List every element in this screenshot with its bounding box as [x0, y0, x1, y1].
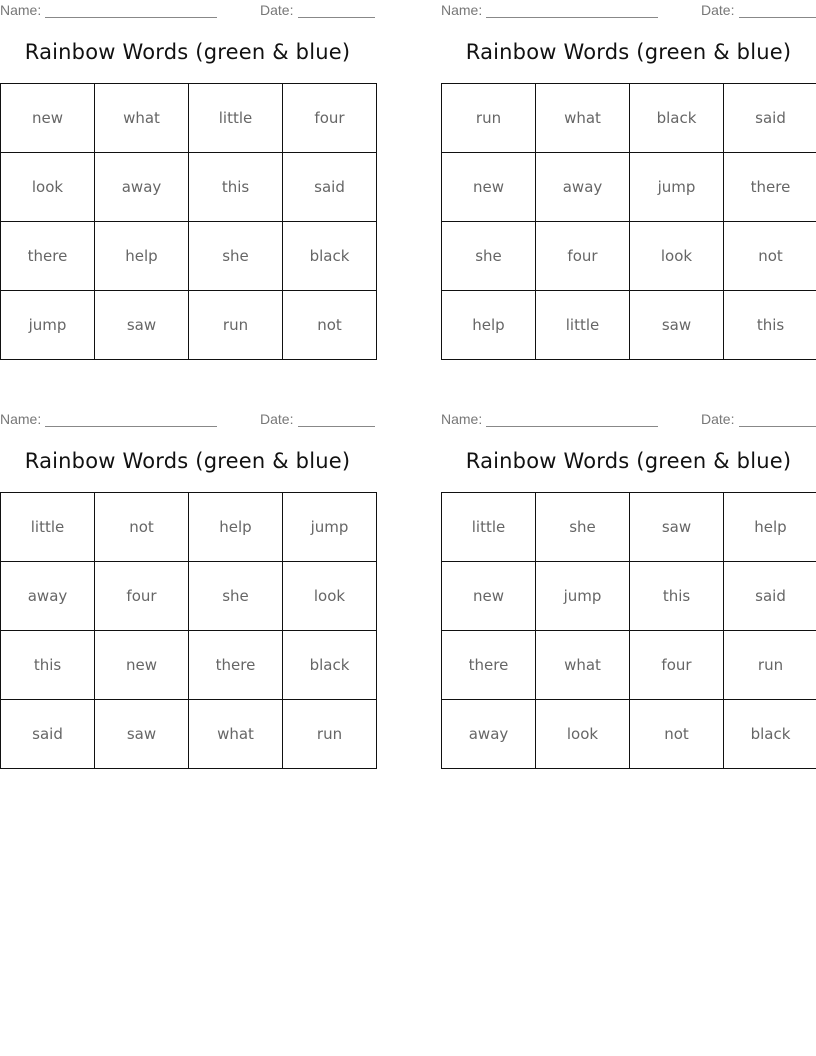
bingo-card-2: [441, 0, 816, 334]
word-cell: saw: [630, 493, 724, 562]
word-cell: four: [283, 84, 377, 153]
grid-row: [1, 562, 377, 631]
name-blank-line[interactable]: [486, 17, 658, 18]
grid-row: [1, 700, 377, 769]
word-cell: said: [724, 84, 816, 153]
card-title: Rainbow Words (green & blue): [465, 40, 792, 64]
name-date-row: [0, 0, 375, 20]
word-grid: [0, 492, 377, 769]
date-blank-line[interactable]: [739, 426, 816, 427]
word-cell: run: [189, 291, 283, 360]
word-cell: four: [95, 562, 189, 631]
word-cell: there: [724, 153, 816, 222]
grid-row: [1, 291, 377, 360]
grid-row: [1, 222, 377, 291]
word-cell: little: [1, 493, 95, 562]
word-cell: new: [95, 631, 189, 700]
word-cell: away: [1, 562, 95, 631]
word-cell: new: [442, 562, 536, 631]
word-cell: help: [95, 222, 189, 291]
word-cell: there: [189, 631, 283, 700]
date-blank-line[interactable]: [739, 17, 816, 18]
grid-row: [1, 631, 377, 700]
word-cell: little: [442, 493, 536, 562]
word-grid: [0, 83, 377, 360]
word-cell: saw: [95, 700, 189, 769]
word-cell: black: [283, 631, 377, 700]
word-cell: black: [724, 700, 816, 769]
grid-row: [442, 153, 816, 222]
card-title: Rainbow Words (green & blue): [24, 449, 351, 473]
word-cell: not: [283, 291, 377, 360]
grid-row: [442, 700, 816, 769]
word-cell: this: [189, 153, 283, 222]
grid-row: [1, 84, 377, 153]
card-title: Rainbow Words (green & blue): [465, 449, 792, 473]
name-date-row: [0, 409, 375, 429]
word-cell: what: [536, 84, 630, 153]
word-cell: four: [536, 222, 630, 291]
word-cell: she: [189, 222, 283, 291]
name-label: Name:: [0, 411, 42, 427]
word-cell: black: [630, 84, 724, 153]
word-cell: run: [283, 700, 377, 769]
name-blank-line[interactable]: [45, 17, 217, 18]
word-cell: help: [724, 493, 816, 562]
word-cell: new: [442, 153, 536, 222]
date-blank-line[interactable]: [298, 426, 375, 427]
word-cell: new: [1, 84, 95, 153]
word-cell: away: [536, 153, 630, 222]
grid-row: [1, 493, 377, 562]
word-cell: away: [95, 153, 189, 222]
date-blank-line[interactable]: [298, 17, 375, 18]
word-cell: she: [189, 562, 283, 631]
word-cell: said: [1, 700, 95, 769]
word-cell: said: [724, 562, 816, 631]
word-cell: run: [442, 84, 536, 153]
word-cell: jump: [1, 291, 95, 360]
word-cell: help: [189, 493, 283, 562]
word-cell: what: [536, 631, 630, 700]
name-date-row: [441, 409, 816, 429]
word-cell: not: [95, 493, 189, 562]
name-label: Name:: [441, 2, 483, 18]
name-blank-line[interactable]: [486, 426, 658, 427]
date-label: Date:: [260, 2, 294, 18]
word-cell: help: [442, 291, 536, 360]
word-cell: there: [442, 631, 536, 700]
word-cell: she: [536, 493, 630, 562]
name-date-row: [441, 0, 816, 20]
word-cell: this: [1, 631, 95, 700]
bingo-card-1: [0, 0, 375, 334]
word-cell: jump: [283, 493, 377, 562]
word-cell: not: [630, 700, 724, 769]
word-cell: away: [442, 700, 536, 769]
grid-row: [442, 493, 816, 562]
word-cell: there: [1, 222, 95, 291]
name-blank-line[interactable]: [45, 426, 217, 427]
card-title: Rainbow Words (green & blue): [24, 40, 351, 64]
name-label: Name:: [0, 2, 42, 18]
word-cell: look: [630, 222, 724, 291]
word-cell: jump: [630, 153, 724, 222]
grid-row: [442, 222, 816, 291]
word-cell: what: [95, 84, 189, 153]
grid-row: [442, 84, 816, 153]
word-cell: this: [630, 562, 724, 631]
grid-row: [442, 562, 816, 631]
word-cell: little: [536, 291, 630, 360]
bingo-card-3: [0, 409, 375, 743]
grid-row: [1, 153, 377, 222]
grid-row: [442, 291, 816, 360]
word-cell: black: [283, 222, 377, 291]
word-cell: look: [536, 700, 630, 769]
word-cell: not: [724, 222, 816, 291]
word-cell: this: [724, 291, 816, 360]
word-cell: saw: [95, 291, 189, 360]
grid-row: [442, 631, 816, 700]
date-label: Date:: [701, 2, 735, 18]
word-cell: what: [189, 700, 283, 769]
word-cell: look: [283, 562, 377, 631]
word-cell: look: [1, 153, 95, 222]
word-grid: [441, 492, 816, 769]
word-cell: run: [724, 631, 816, 700]
word-cell: little: [189, 84, 283, 153]
date-label: Date:: [260, 411, 294, 427]
word-cell: jump: [536, 562, 630, 631]
word-grid: [441, 83, 816, 360]
word-cell: she: [442, 222, 536, 291]
word-cell: four: [630, 631, 724, 700]
word-cell: saw: [630, 291, 724, 360]
bingo-card-4: [441, 409, 816, 743]
name-label: Name:: [441, 411, 483, 427]
date-label: Date:: [701, 411, 735, 427]
word-cell: said: [283, 153, 377, 222]
